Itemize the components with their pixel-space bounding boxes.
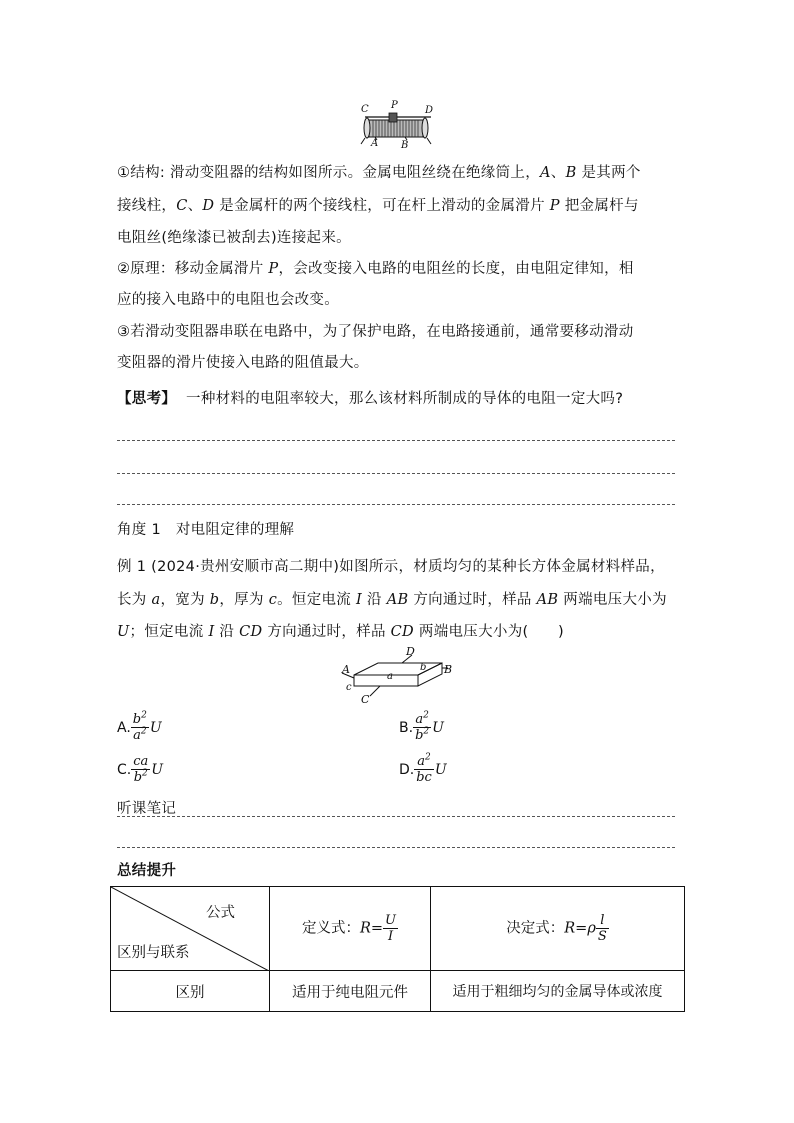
example-line-3: U；恒定电流 I 沿 CD 方向通过时，样品 CD 两端电压大小为( ) (117, 624, 565, 640)
cuboid-label-c: C (361, 693, 370, 706)
option-d[interactable]: D. $\frac{a^2}{bc}$ U (399, 752, 447, 785)
example-line-1: 例 1 (2024·贵州安顺市高二期中)如图所示，材质均匀的某种长方体金属材料样品， (117, 559, 665, 575)
label-a: A (371, 138, 379, 149)
header-formula: 公式 (206, 905, 235, 921)
label-b: B (401, 140, 409, 151)
label-d: D (425, 105, 434, 116)
structure-line-3: 电阻丝(绝缘漆已被刮去)连接起来。 (117, 230, 351, 246)
option-b[interactable]: B. $\frac{a^2}{b^2}$ U (399, 710, 444, 743)
cuboid-label-a: A (342, 663, 350, 676)
answer-line-2 (117, 473, 675, 474)
option-c[interactable]: C. $\frac{ca}{b^2}$ U (117, 754, 164, 785)
row-det-diff: 适用于粗细均匀的金属导体或浓度 (431, 971, 685, 1012)
notes-title: 听课笔记 (117, 801, 177, 817)
option-a[interactable]: A. $\frac{b^2}{a^2}$ U (117, 710, 162, 743)
think-tag: 【思考】 (117, 391, 177, 407)
label-c: C (361, 104, 369, 115)
notes-line-2 (117, 847, 675, 848)
notes-line-1 (117, 816, 675, 817)
rheostat-figure (355, 102, 437, 152)
think-question: 【思考】 一种材料的电阻率较大，那么该材料所制成的导体的电阻一定大吗? (117, 391, 624, 407)
cuboid-label-d: D (406, 645, 415, 658)
def-fraction: $\frac{U}{I}$ (385, 913, 397, 944)
determination-formula-cell: 决定式：R=ρ $\frac{l}{S}$ (431, 887, 685, 971)
summary-title: 总结提升 (117, 863, 177, 879)
note3-line-2: 变阻器的滑片使接入电路的阻值最大。 (117, 355, 369, 371)
cuboid-drawing (340, 648, 460, 710)
principle-line-2: 应的接入电路中的电阻也会改变。 (117, 292, 339, 308)
option-c-fraction: $\frac{ca}{b^2}$ (133, 754, 149, 785)
option-b-fraction: $\frac{a^2}{b^2}$ (415, 710, 430, 743)
header-diff: 区别与联系 (117, 945, 190, 961)
note3-line-1: ③若滑动变阻器串联在电路中，为了保护电路，在电路接通前，通常要移动滑动 (117, 324, 634, 340)
cuboid-edge-b: b (420, 662, 427, 673)
cuboid-edge-c: c (346, 682, 352, 693)
answer-line-1 (117, 440, 675, 441)
definition-formula-cell: 定义式：R= $\frac{U}{I}$ (270, 887, 431, 971)
structure-line-1: ①结构: 滑动变阻器的结构如图所示。金属电阻丝绕在绝缘筒上，A、B 是其两个 (117, 165, 641, 181)
option-a-fraction: $\frac{b^2}{a^2}$ (132, 710, 147, 743)
det-fraction: $\frac{l}{S}$ (597, 913, 607, 944)
answer-line-3 (117, 504, 675, 505)
principle-line-1: ②原理：移动金属滑片 P，会改变接入电路的电阻丝的长度，由电阻定律知，相 (117, 261, 634, 277)
label-p: P (391, 100, 398, 111)
cuboid-label-b: B (444, 663, 453, 676)
structure-line-2: 接线柱，C、D 是金属杆的两个接线柱，可在杆上滑动的金属滑片 P 把金属杆与 (117, 198, 639, 214)
summary-table (110, 886, 685, 1012)
row-label-diff: 区别 (111, 971, 270, 1012)
option-d-fraction: $\frac{a^2}{bc}$ (416, 752, 432, 785)
example-line-2: 长为 a，宽为 b，厚为 c。恒定电流 I 沿 AB 方向通过时，样品 AB 两端电压大小为 (117, 592, 667, 608)
cuboid-figure (340, 645, 460, 710)
row-def-diff: 适用于纯电阻元件 (270, 971, 431, 1012)
header-diagonal-cell (111, 887, 270, 971)
angle-title: 角度 1 对电阻定律的理解 (117, 522, 295, 538)
cuboid-edge-a: a (387, 671, 393, 682)
